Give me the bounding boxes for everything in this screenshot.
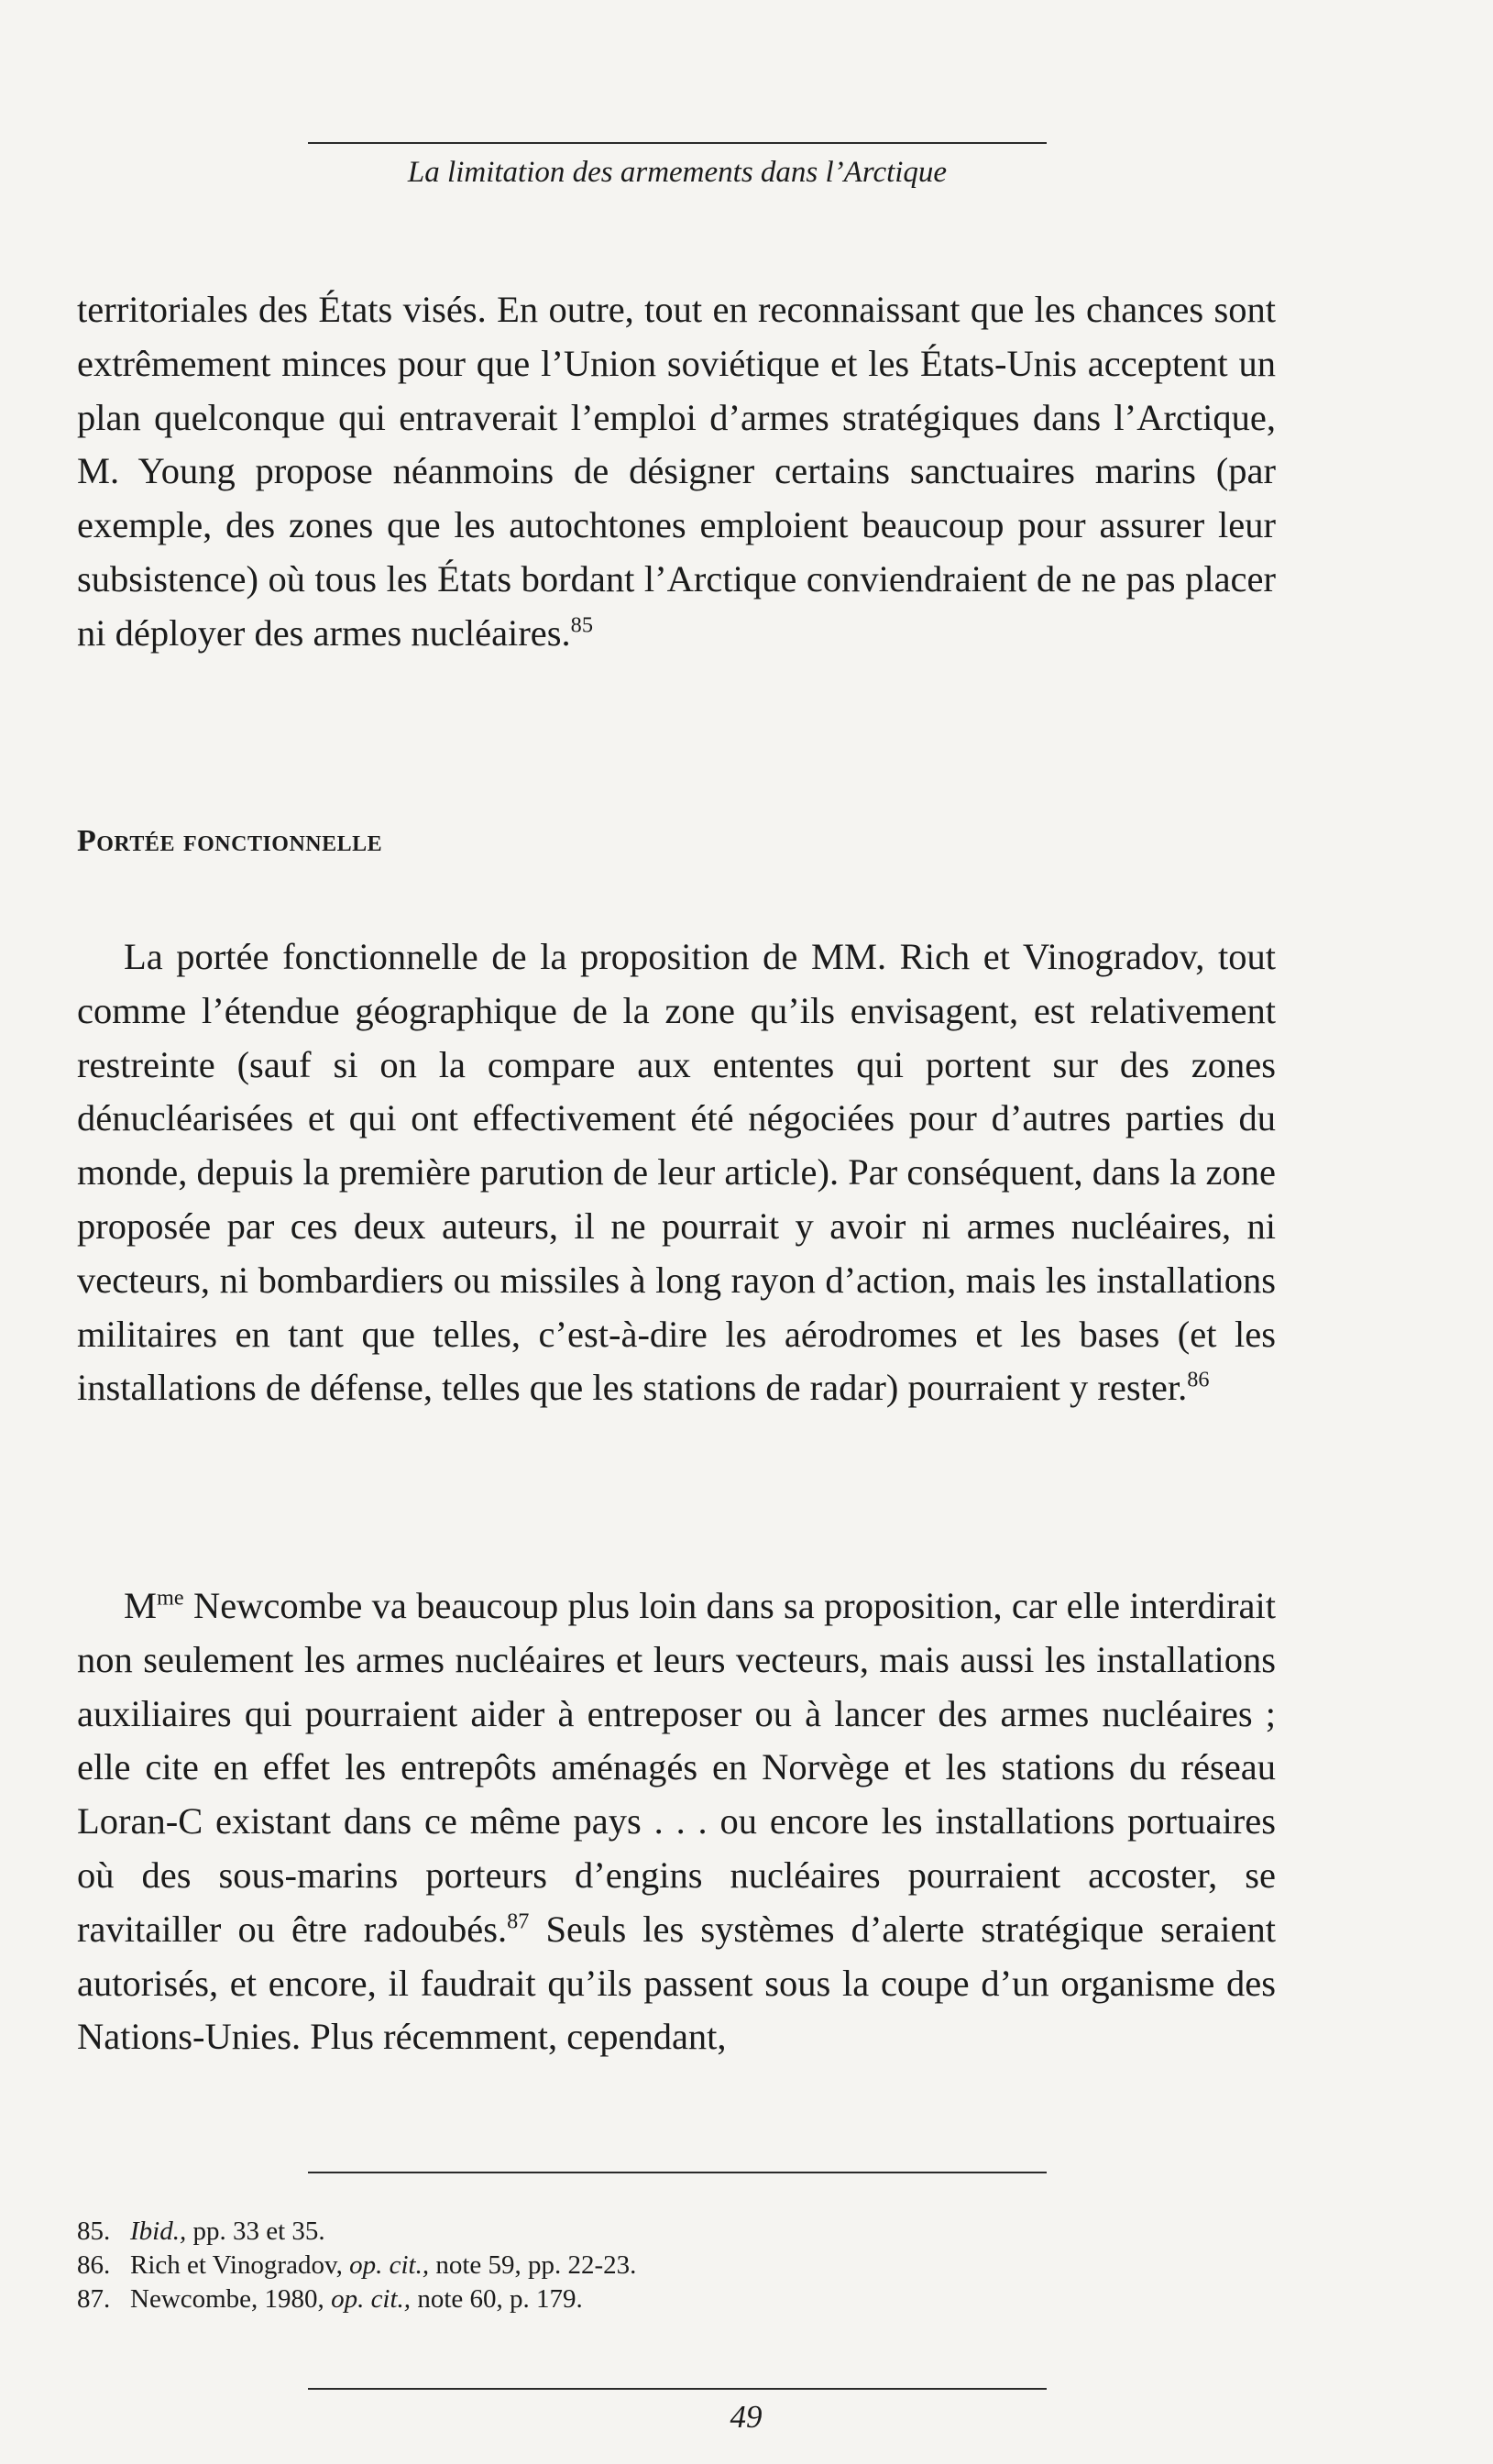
section-heading: Portée fonctionnelle <box>77 824 383 858</box>
honorific-superscript: me <box>157 1585 184 1611</box>
paragraph-3-text-b: Seuls les systèmes d’alerte stratégique seraient autorisés, et encore, il faudrait qu’ils passent sous la coupe d’un organisme des Nations-Unies. Plus récemment, cependant, <box>77 1908 1276 2058</box>
paragraph-2-text: La portée fonctionnelle de la proposition de MM. Rich et Vinogradov, tout comme l’étendue géographique de la zone qu’ils envisagent, est relativement restreinte (sauf si on la compare aux ententes qui portent sur des zones dénucléarisées et qui ont effectivement été négociées pour d’autres parties du monde, depuis la première parution de leur article). Par conséquent, dans la zone proposée par ces deux auteurs, il ne pourrait y avoir ni armes nucléaires, ni vecteurs, ni bombardiers ou missiles à long rayon d’action, mais les installations militaires en tant que telles, c’est-à-dire les aérodromes et les bases (et les installations de défense, telles que les stations de radar) pourraient y rester. <box>77 936 1276 1409</box>
footnotes <box>77 2215 1177 2316</box>
footnote-number: 86. <box>77 2250 111 2280</box>
footnote-rest: note 60, p. 179. <box>411 2284 583 2314</box>
footnote-rule <box>308 2172 1047 2173</box>
page-number: 49 <box>730 2399 763 2435</box>
honorific: M <box>124 1585 158 1626</box>
footnote-ref-87: 87 <box>507 1908 530 1934</box>
running-head: La limitation des armements dans l’Arctique <box>407 156 948 189</box>
header-rule <box>308 142 1047 144</box>
footnote-87 <box>77 2282 1177 2316</box>
paragraph-3-text-a: Newcombe va beaucoup plus loin dans sa proposition, car elle interdirait non seulement les armes nucléaires et leurs vecteurs, mais aussi les installations auxiliaires qui pourraient aider à entreposer ou à lancer des armes nucléaires ; elle cite en effet les entrepôts aménagés en Norvège et les stations du réseau Loran-C existant dans ce même pays . . . ou encore les installations portuaires où des sous-marins porteurs d’engins nucléaires pourraient accoster, se ravitailler ou être radoubés. <box>77 1585 1276 1950</box>
footnote-ref-86: 86 <box>1187 1367 1210 1392</box>
footnote-85 <box>77 2215 1177 2249</box>
footnote-number: 85. <box>77 2216 111 2246</box>
footnote-pre: Rich et Vinogradov, <box>130 2250 350 2280</box>
folio-rule <box>308 2388 1047 2390</box>
footnote-text <box>130 2215 325 2249</box>
footnote-italic: op. cit., <box>331 2284 412 2314</box>
footnote-rest: pp. 33 et 35. <box>186 2216 325 2246</box>
footnote-86 <box>77 2249 1177 2282</box>
paragraph-3 <box>77 1579 1276 2064</box>
footnote-rest: note 59, pp. 22-23. <box>429 2250 637 2280</box>
paragraph-1-text: territoriales des États visés. En outre, tout en reconnaissant que les chances sont extrêmement minces pour que l’Union soviétique et les États-Unis acceptent un plan quelconque qui entraverait l’emploi d’armes stratégiques dans l’Arctique, M. Young propose néanmoins de désigner certains sanctuaires marins (par exemple, des zones que les autochtones emploient beaucoup pour assurer leur subsistence) où tous les États bordant l’Arctique conviendraient de ne pas placer ni déployer des armes nucléaires. <box>77 289 1276 654</box>
footnote-number: 87. <box>77 2284 111 2314</box>
footnote-ref-85: 85 <box>570 612 593 638</box>
paragraph-2 <box>77 930 1276 1415</box>
footnote-text <box>130 2282 583 2316</box>
footnote-italic: Ibid., <box>130 2216 187 2246</box>
footnote-text <box>130 2249 636 2282</box>
paragraph-1 <box>77 283 1276 661</box>
footnote-italic: op. cit., <box>349 2250 430 2280</box>
footnote-pre: Newcombe, 1980, <box>130 2284 332 2314</box>
